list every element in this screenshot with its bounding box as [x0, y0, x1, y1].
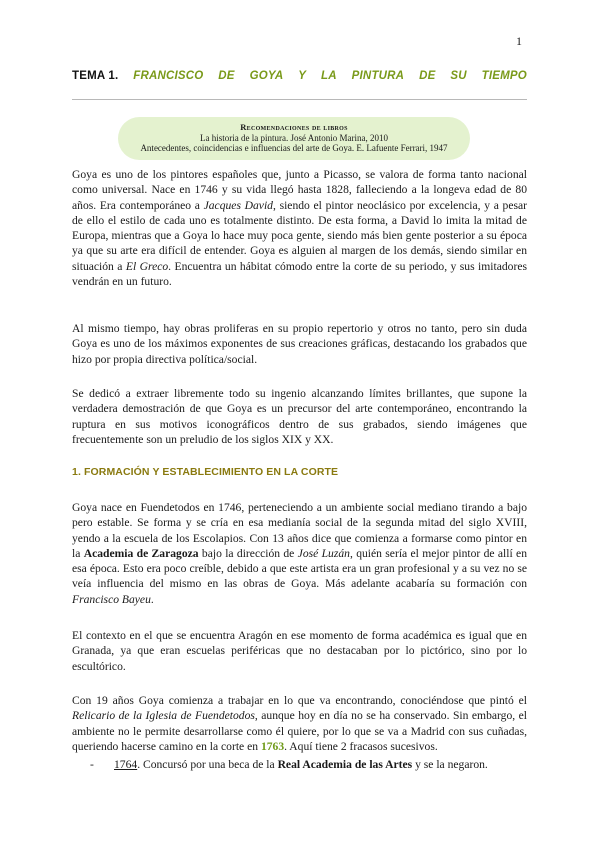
title-word: TIEMPO — [481, 70, 527, 82]
paragraph: Se dedicó a extraer libremente todo su ingenio alcanzando límites brillantes, que supone la verdadera demostración de que Goya es un precursor del arte contemporáneo, encontrando la ruptura en sus motivos iconográficos dentro de sus grabados, siendo imágenes que frecuentemente son un preludio de los siglos XIX y XX. — [72, 387, 527, 446]
name-el-greco: El Greco — [125, 259, 169, 273]
academia-zaragoza: Academia de Zaragoza — [83, 546, 199, 560]
title-word: PINTURA — [351, 70, 405, 82]
title-word: GOYA — [249, 70, 284, 82]
highlight-year: 1763 — [260, 739, 285, 753]
title-divider — [72, 99, 527, 100]
text: . Aquí tiene 2 fracasos sucesivos. — [284, 739, 438, 753]
text: Goya nace en Fuendetodos en 1746, perteneciendo a un ambiente social mediano tirando a bajo pero estable. Se forma y se cría en esa medianía social de la segunda mitad del siglo XVIII, yendo a la escuela de los Escolapios. Con 13 años dice que comienza a formarse como pintor en la — [72, 501, 527, 560]
paragraph: El contexto en el que se encuentra Aragón en ese momento de forma académica es igual que en Granada, ya que eran escuelas periféricas que no destacaban por lo pictórico, sino por lo escultórico. — [72, 629, 527, 673]
title-word: DE — [419, 70, 436, 82]
book-recommendations-box — [118, 117, 470, 160]
title-word: Y — [298, 70, 307, 82]
relicario-title: Relicario de la Iglesia de Fuendetodos — [72, 709, 255, 723]
title-word: DE — [218, 70, 235, 82]
text: , siendo el pintor neoclásico por excelencia, y a pesar de ello el estilo de cada uno es totalmente distinto. De esta forma, a David lo imita la mitad de Europa, mientras que a Goya lo hace muy poca gente, siendo más bien gente posterior a su época ya que su arte era difícil de entender. Goya es alguien al margen de los demás, siendo similar en situación a — [72, 198, 527, 273]
real-academia: Real Academia de las Artes — [277, 758, 413, 771]
paragraph — [72, 167, 527, 289]
text: bajo la dirección de — [198, 546, 298, 560]
text: , aunque hoy en día no se ha conservado. Sin embargo, el ambiente no le permite desarrollarse como él quiere, por lo que se va a Madrid con sus cuñadas, queriendo hacerse camino en la corte en — [72, 709, 527, 753]
list-bullet: - — [90, 758, 94, 771]
paragraph — [72, 500, 527, 607]
title-word: LA — [321, 70, 337, 82]
text: Goya es uno de los pintores españoles que, junto a Picasso, se valora de forma tanto nacional como universal. Nace en 1746 y su vida llegó hasta 1828, falleciendo a la longeva edad de 80 años. Era contemporáneo a — [72, 168, 527, 212]
book-box-heading: Recomendaciones de libros — [240, 122, 348, 132]
text: . Concursó por una beca de la — [137, 758, 278, 771]
book-recommendation: La historia de la pintura. José Antonio Marina, 2010 — [200, 132, 388, 143]
text: Con 19 años Goya comienza a trabajar en lo que va encontrando, conociéndose que pintó el — [72, 694, 527, 707]
text: . Encuentra un hábitat cómodo entre la corte de su periodo, y sus imitadores vendrán en un futuro. — [72, 259, 527, 289]
text: y se la negaron. — [412, 758, 488, 771]
list-year: 1764 — [114, 758, 138, 771]
name-jose-luzan: José Luzán — [297, 546, 350, 560]
title-label: TEMA 1. — [72, 70, 119, 82]
title-word: FRANCISCO — [133, 70, 204, 82]
name-francisco-bayeu: Francisco Bayeu — [72, 592, 151, 606]
document-title — [72, 70, 527, 82]
name-jacques-david: Jacques David — [203, 198, 273, 212]
list-item — [90, 757, 530, 772]
paragraph — [72, 693, 527, 754]
text: , quién sería el mejor pintor de allí en esa época. Esto era poco creíble, debido a que este artista era un gran profesional y a su vez no se veía influencia del mismo en las obras de Goya. Más adelante acabaría su formación con — [72, 546, 527, 591]
book-recommendation: Antecedentes, coincidencias e influencias del arte de Goya. E. Lafuente Ferrari, 1947 — [140, 143, 448, 153]
section-heading: 1. FORMACIÓN Y ESTABLECIMIENTO EN LA CORTE — [72, 466, 339, 478]
paragraph: Al mismo tiempo, hay obras proliferas en su propio repertorio y otros no tanto, pero sin duda Goya es uno de los máximos exponentes de sus creaciones gráficas, destacando los grabados que hizo por propia directiva política/social. — [72, 322, 527, 366]
page-number: 1 — [516, 34, 522, 48]
text: . — [150, 592, 154, 606]
title-word: SU — [450, 70, 467, 82]
